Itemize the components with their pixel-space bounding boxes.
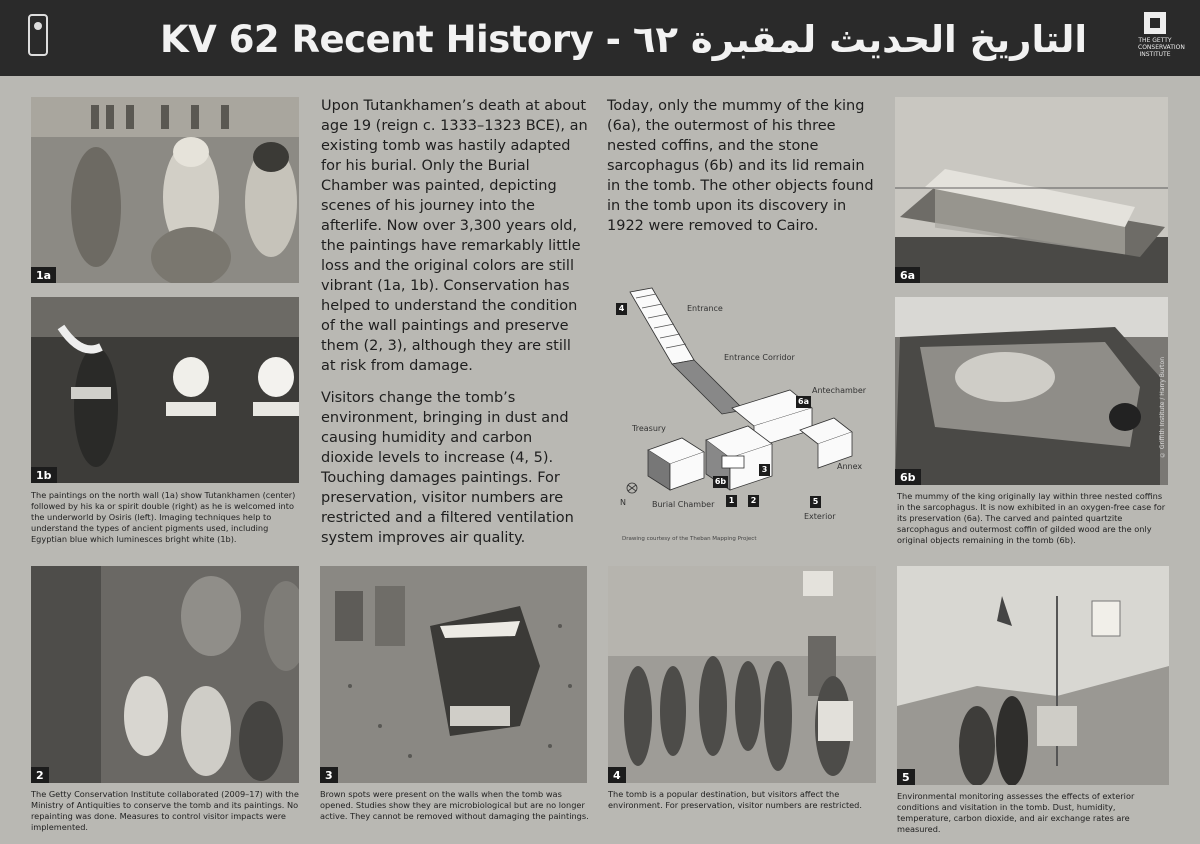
photo-6b-credit: © Griffith Institute / Harry Burton — [1159, 357, 1166, 458]
caption-5: Environmental monitoring assesses the effects of exterior conditions and visitation in the tomb. Dust, humidity, temperature, carbon dioxide, and air exchange rates are measured. — [897, 791, 1135, 834]
caption-1: The paintings on the north wall (1a) show Tutankhamen (center) followed by his ka or spirit double (right) as he is welcomed into the underworld by Osiris (left). Imaging techniques help to understand the types of ancient pigments used, including Egyptian blue which luminesces bright white (1b). — [31, 490, 296, 544]
getty-logo — [1138, 12, 1185, 62]
photo-2-conservators — [31, 566, 299, 783]
caption-6: The mummy of the king originally lay within three nested coffins in the sarcophagus. It is now exhibited in an oxygen-free case for its preservation (6a). The carved and painted quartzite sarcophagus and outermost coffin of gilded wood are the only original objects remaining in the tomb (6b). — [897, 491, 1166, 545]
getty-logo-icon — [1144, 12, 1166, 34]
label-treasury: Treasury — [632, 424, 666, 433]
body-column-2 — [607, 96, 875, 248]
photo-1b-imaging — [31, 297, 299, 483]
label-exterior: Exterior — [804, 512, 836, 521]
diagram-marker-3: 3 — [759, 464, 770, 476]
caption-2: The Getty Conservation Institute collaborated (2009–17) with the Ministry of Antiquities to conserve the tomb and its paintings. No repainting was done. Measures to control visitor impacts were implemented. — [31, 789, 299, 832]
diagram-marker-4: 4 — [616, 303, 627, 315]
photo-1a-north-wall — [31, 97, 299, 283]
header-bar — [0, 0, 1200, 76]
diagram-credit: Drawing courtesy of the Theban Mapping Project — [622, 536, 757, 542]
body-paragraph-3: Today, only the mummy of the king (6a), the outermost of his three nested coffins, and the stone sarcophagus (6b) and its lid remain in the tomb. The other objects found in the tomb upon its discovery in 1922 were removed to Cairo. — [607, 98, 874, 234]
label-annex: Annex — [837, 462, 863, 471]
label-entrance: Entrance — [687, 304, 723, 313]
caption-3: Brown spots were present on the walls when the tomb was opened. Studies show they are microbiological but are no longer active. They cannot be removed without damaging the paintings. — [320, 789, 589, 821]
photo-3-badge: 3 — [320, 767, 338, 783]
body-column-1 — [321, 96, 589, 560]
body-paragraph-1: Upon Tutankhamen’s death at about age 19 (reign c. 1333–1323 BCE), an existing tomb was hastily adapted for his burial. Only the Burial Chamber was painted, depicting scenes of his journey into the afterlife. Now over 3,300 years old, the paintings have remarkably little loss and the original colors are still vibrant (1a, 1b). Conservation has helped to understand the condition of the wall paintings and preserve them (2, 3), although they are still at risk from damage. — [321, 98, 588, 374]
body-paragraph-2: Visitors change the tomb’s environment, bringing in dust and causing humidity and carbon dioxide levels to increase (4, 5). Touching damages paintings. For preservation, visitor numbers are restricted and a filtered ventilation system improves air quality. — [321, 390, 574, 546]
photo-5-badge: 5 — [897, 769, 915, 785]
label-antechamber: Antechamber — [812, 386, 867, 395]
label-burial-chamber: Burial Chamber — [652, 500, 715, 509]
page-title: KV 62 Recent History - التاريخ الحديث لمقبرة ٦٢ — [160, 18, 1088, 61]
tomb-plan-diagram — [612, 280, 882, 545]
photo-4-visitors — [608, 566, 876, 783]
photo-1a-badge: 1a — [31, 267, 56, 283]
photo-4-badge: 4 — [608, 767, 626, 783]
caption-4: The tomb is a popular destination, but visitors affect the environment. For preservation, visitor numbers are restricted. — [608, 789, 862, 810]
photo-2-badge: 2 — [31, 767, 49, 783]
label-entrance-corridor: Entrance Corridor — [724, 353, 795, 362]
diagram-marker-6a: 6a — [796, 396, 811, 408]
photo-6a-badge: 6a — [895, 267, 920, 283]
diagram-marker-2: 2 — [748, 495, 759, 507]
photo-6b-badge: 6b — [895, 469, 921, 485]
getty-logo-text: THE GETTY CONSERVATION INSTITUTE — [1138, 37, 1185, 58]
diagram-marker-6b: 6b — [714, 477, 727, 486]
diagram-marker-5: 5 — [810, 496, 821, 508]
photo-5-weather-station — [897, 566, 1169, 785]
photo-1b-badge: 1b — [31, 467, 57, 483]
photo-3-brown-spots — [320, 566, 587, 783]
photo-6b-sarcophagus — [895, 297, 1168, 485]
institution-emblem-icon — [28, 14, 48, 56]
diagram-marker-1: 1 — [726, 495, 737, 507]
label-north: N — [620, 498, 626, 507]
photo-6a-mummy-case — [895, 97, 1168, 283]
